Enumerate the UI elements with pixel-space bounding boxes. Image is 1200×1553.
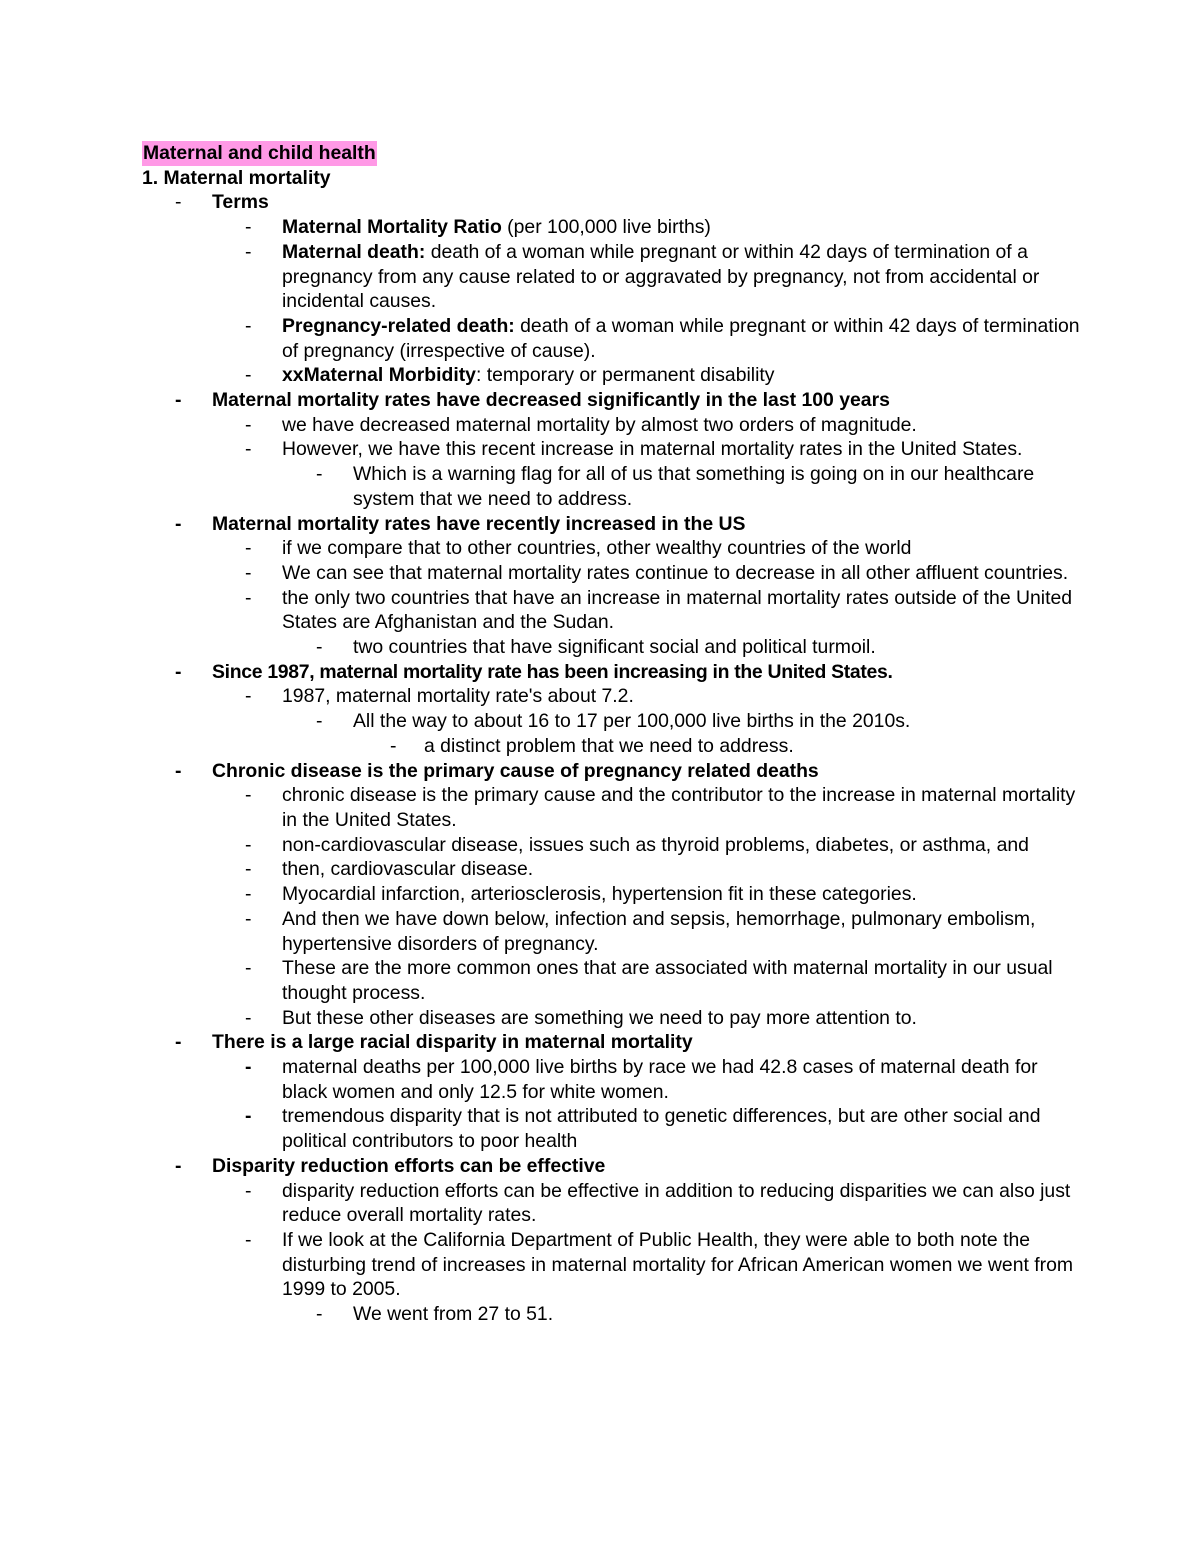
point-item: [142, 536, 1082, 561]
point-item: [142, 1228, 1082, 1302]
point-heading-text: Maternal mortality rates have decreased significantly in the last 100 years: [212, 389, 890, 412]
bullet-dash: -: [245, 1105, 252, 1128]
point-item: [142, 1104, 1082, 1153]
bullet-dash: -: [245, 833, 252, 856]
point-item: [142, 956, 1082, 1005]
point-heading: [142, 388, 1082, 413]
bullet-dash: -: [245, 413, 252, 436]
bullet-dash: -: [245, 957, 252, 980]
point-item-text: we have decreased maternal mortality by almost two orders of magnitude.: [282, 413, 917, 436]
point-heading: [142, 1030, 1082, 1055]
point-item: [142, 882, 1082, 907]
bullet-dash: -: [245, 1228, 252, 1251]
bullet-dash: -: [245, 561, 252, 584]
term-definition: (per 100,000 live births): [501, 216, 711, 239]
point-item-text: maternal deaths per 100,000 live births by race we had 42.8 cases of maternal death for black women and only 12.5 for white women.: [282, 1056, 1038, 1103]
bullet-dash: -: [316, 710, 323, 733]
point-item-text: the only two countries that have an increase in maternal mortality rates outside of the United States are Afghanistan and the Sudan.: [282, 586, 1073, 634]
point-subitem-text: We went from 27 to 51.: [353, 1303, 554, 1326]
point-subitem: [142, 462, 1082, 511]
point-item-text: tremendous disparity that is not attributed to genetic differences, but are other social and political contributors to poor health: [282, 1105, 1041, 1153]
term-item: [142, 215, 1082, 240]
bullet-dash: -: [245, 784, 252, 807]
term-name: Maternal Mortality Ratio: [282, 216, 502, 239]
point-item-text: If we look at the California Department of Public Health, they were able to both note the disturbing trend of increases in maternal mortality for African American women we went from 1999 to 2005.: [282, 1228, 1074, 1301]
terms-label: Terms: [212, 191, 269, 214]
point-item: [142, 413, 1082, 438]
point-subitem-text: All the way to about 16 to 17 per 100,000 live births in the 2010s.: [353, 710, 911, 733]
bullet-dash: -: [245, 586, 252, 609]
point-item-text: But these other diseases are something we need to pay more attention to.: [282, 1006, 917, 1029]
point-item-text: 1987, maternal mortality rate's about 7.2.: [282, 685, 634, 708]
point-item: [142, 907, 1082, 956]
point-heading-text: Maternal mortality rates have recently increased in the US: [212, 512, 746, 535]
point-item-text: disparity reduction efforts can be effective in addition to reducing disparities we can also just reduce overall mortality rates.: [282, 1179, 1071, 1227]
point-item: [142, 857, 1082, 882]
point-heading-text: Since 1987, maternal mortality rate has been increasing in the United States.: [212, 660, 893, 683]
point-subitem-text: Which is a warning flag for all of us that something is going on in our healthcare system that we need to address.: [353, 463, 1035, 510]
bullet-dash: -: [175, 389, 182, 412]
point-item-text: chronic disease is the primary cause and the contributor to the increase in maternal mortality in the United States.: [282, 784, 1076, 831]
term-item: [142, 240, 1082, 314]
point-item: [142, 1006, 1082, 1031]
term-definition: death of a woman while pregnant or within 42 days of termination of a pregnancy from any cause related to or aggravated by pregnancy, not from accidental or incidental causes.: [282, 240, 1040, 313]
point-heading-text: Chronic disease is the primary cause of pregnancy related deaths: [212, 759, 819, 782]
point-subitem: [142, 709, 1082, 734]
point-subsubitem: [142, 734, 1082, 759]
term-name: Maternal death:: [282, 240, 426, 263]
term-definition: : temporary or permanent disability: [475, 364, 775, 387]
bullet-dash: -: [390, 734, 397, 757]
point-item-text: And then we have down below, infection and sepsis, hemorrhage, pulmonary embolism, hypertensive disorders of pregnancy.: [282, 907, 1036, 955]
point-item-text: We can see that maternal mortality rates continue to decrease in all other affluent countries.: [282, 561, 1069, 584]
term-item: [142, 363, 1082, 388]
bullet-dash: -: [316, 463, 323, 486]
bullet-dash: -: [316, 1303, 323, 1326]
point-item-text: if we compare that to other countries, other wealthy countries of the world: [282, 537, 912, 560]
point-item-text: However, we have this recent increase in maternal mortality rates in the United States.: [282, 438, 1023, 461]
bullet-dash: -: [245, 537, 252, 560]
bullet-dash: -: [245, 240, 252, 263]
section-heading: 1. Maternal mortality: [142, 166, 331, 189]
point-item: [142, 437, 1082, 462]
term-name: Pregnancy-related death:: [282, 314, 515, 337]
point-subitem: [142, 635, 1082, 660]
point-item: [142, 833, 1082, 858]
point-heading: [142, 759, 1082, 784]
point-item: [142, 561, 1082, 586]
point-subitem-text: two countries that have significant social and political turmoil.: [353, 636, 876, 659]
point-item: [142, 1179, 1082, 1228]
bullet-dash: -: [245, 1056, 252, 1079]
document-title: Maternal and child health: [143, 142, 376, 164]
bullet-dash: -: [245, 858, 252, 881]
bullet-dash: -: [245, 216, 252, 239]
bullet-dash: -: [245, 685, 252, 708]
term-item: [142, 314, 1082, 363]
point-heading: [142, 512, 1082, 537]
title-line: [142, 141, 1082, 166]
bullet-dash: -: [175, 191, 182, 214]
term-definition: death of a woman while pregnant or within 42 days of termination of pregnancy (irrespective of cause).: [282, 314, 1080, 362]
terms-item: [142, 190, 1082, 215]
point-item: [142, 684, 1082, 709]
point-heading: [142, 660, 1082, 685]
bullet-dash: -: [175, 512, 182, 535]
bullet-dash: -: [245, 1006, 252, 1029]
document-body: [142, 141, 1082, 1327]
point-heading-text: Disparity reduction efforts can be effective: [212, 1154, 606, 1177]
bullet-dash: -: [175, 1031, 182, 1054]
point-item: [142, 783, 1082, 832]
bullet-dash: -: [175, 1154, 182, 1177]
point-item-text: Myocardial infarction, arteriosclerosis, hypertension fit in these categories.: [282, 883, 917, 906]
bullet-dash: -: [245, 883, 252, 906]
bullet-dash: -: [245, 364, 252, 387]
point-heading: [142, 1154, 1082, 1179]
term-name: xxMaternal Morbidity: [282, 364, 476, 387]
bullet-dash: -: [175, 759, 182, 782]
bullet-dash: -: [316, 636, 323, 659]
point-subitem: [142, 1302, 1082, 1327]
point-item: [142, 586, 1082, 635]
point-item-text: non-cardiovascular disease, issues such as thyroid problems, diabetes, or asthma, and: [282, 833, 1029, 856]
point-heading-text: There is a large racial disparity in maternal mortality: [212, 1031, 693, 1054]
point-subsubitem-text: a distinct problem that we need to address.: [424, 734, 794, 757]
bullet-dash: -: [245, 1179, 252, 1202]
bullet-dash: -: [245, 314, 252, 337]
point-item-text: These are the more common ones that are associated with maternal mortality in our usual thought process.: [282, 957, 1053, 1004]
bullet-dash: -: [245, 907, 252, 930]
point-item: [142, 1055, 1082, 1104]
point-item-text: then, cardiovascular disease.: [282, 858, 534, 881]
bullet-dash: -: [245, 438, 252, 461]
bullet-dash: -: [175, 660, 182, 683]
